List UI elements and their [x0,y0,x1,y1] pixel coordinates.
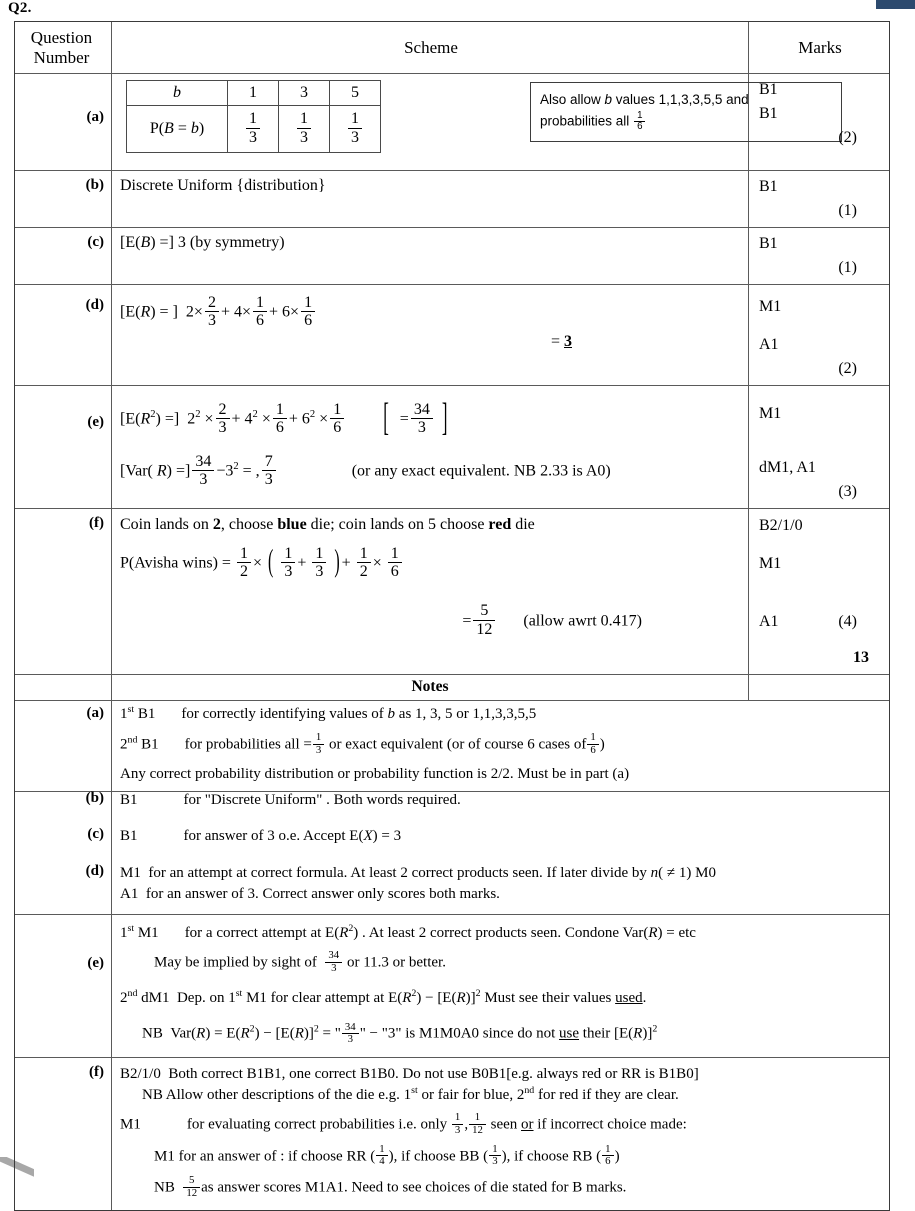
dist-prob-label: P(B = b) [127,106,228,153]
scheme-row-c [15,228,889,285]
callout-line-1: Also allow b values 1,1,3,3,5,5 and [540,92,749,108]
part-label-b: (b) [85,177,104,194]
marks-cell-c [749,228,889,284]
header-scheme: Scheme [112,22,749,73]
marks-cell-b [749,171,889,227]
scan-artifact-corner [876,0,915,9]
header-qn-line2: Number [33,47,90,67]
note-a-line3: Any correct probability distribution or probability function is 2/2. Must be in part (a) [120,766,630,783]
part-label-c: (c) [87,234,104,251]
header-question-number [15,22,112,73]
part-label-a: (a) [86,109,104,126]
table-row [127,81,381,106]
mark-d-1: M1 [759,298,782,316]
scheme-result-d: = 3 [550,332,572,350]
note-e-line4: NB $Var(R) = E(R^2) - [E(R)]^2$ = " $\frac{34}{3}$ " − "3" is M1M0A0 since do not use their $[E(R)]^2$ [142,1020,658,1046]
mark-e-2: dM1, A1 [759,459,816,477]
notes-body-d [112,857,889,914]
total-marks: 13 [853,649,869,667]
mark-count-e: (3) [838,483,857,501]
notes-header-qn [15,675,112,700]
distribution-table [126,80,381,153]
notes-row-e [15,915,889,1058]
scheme-cell-f [112,509,749,674]
part-label-f: (f) [89,515,104,532]
dist-prob-2: $\frac{1}{3}$ [279,106,330,153]
note-f-line2: NB Allow other descriptions of the die e.g. 1st or fair for blue, 2nd for red if they are clear. [142,1085,679,1104]
scheme-answer-f: = $\frac{5}{12}$ (allow awrt 0.417) [462,602,642,638]
dist-var-label: b [127,81,228,106]
note-a-line2: 2nd B1 for probabilities all = $\frac{1}{3}$ or exact equivalent (or of course 6 cases of $\frac{1}{6}$ ) [120,730,605,756]
mark-f-2: M1 [759,555,782,573]
scheme-row-b [15,171,889,228]
notes-body-f [112,1058,889,1211]
table-row [127,106,381,153]
notes-body-c [112,820,889,857]
scheme-cell-e [112,386,749,508]
scheme-text-c: [E(B) =] 3 (by symmetry) [120,234,285,252]
marks-cell-d [749,285,889,385]
mark-a-2: B1 [759,105,778,123]
dist-value-2: 3 [279,81,330,106]
header-marks: Marks [798,37,842,57]
part-label-cell-b [15,171,112,227]
notes-header-row [15,675,889,701]
notes-part-label-c: (c) [87,825,104,842]
scheme-expression-d: [E(R) = ] 2× $\frac{2}{3}$ + 4× $\frac{1}{6}$ + 6× $\frac{1}{6}$ [120,295,742,331]
mark-e-1: M1 [759,405,782,423]
table-header-row [15,22,889,74]
notes-row-d [15,857,889,915]
note-e-line3: 2nd dM1 Dep. on 1st M1 for clear attempt at $E(R^2) - [E(R)]^2$ Must see their values used. [120,988,647,1007]
mark-d-2: A1 [759,336,779,354]
mark-count-b: (1) [838,202,857,220]
note-f-line1: B2/1/0 Both correct B1B1, one correct B1B0. Do not use B0B1[e.g. always red or RR is B1B0] [120,1065,699,1082]
scheme-text-f1: Coin lands on 2, choose blue die; coin lands on 5 choose red die [120,516,535,534]
question-label: Q2. [8,0,32,16]
paren-open: ( [267,545,274,580]
part-label-cell-a [15,74,112,170]
note-f-line4: M1 for an answer of : if choose RR ( $\frac{1}{4}$ ), if choose BB ( $\frac{1}{3}$ ), if choose RB ( $\frac{1}{6}$ ) [154,1142,620,1168]
notes-body-e [112,915,889,1057]
mark-count-a: (2) [838,129,857,147]
part-label-e: (e) [87,414,104,431]
scheme-expression-e1: [$E(R^2)$ =] $2^2$ × $\frac{2}{3}$ + $4^2$ × $\frac{1}{6}$ + $6^2$ × $\frac{1}{6}$ [ = $\frac{34}{3}$ ] [120,402,742,438]
mark-scheme-table [14,21,890,1210]
notes-part-cell-c [15,820,112,857]
notes-body-a [112,701,889,791]
bracket-open: [ [383,395,389,439]
part-label-cell-d [15,285,112,385]
dist-value-1: 1 [228,81,279,106]
notes-row-c [15,820,889,857]
dist-prob-3: $\frac{1}{3}$ [330,106,381,153]
mark-count-f: (4) [838,613,857,631]
bracket-close: ] [441,395,448,439]
note-f-line5: NB $\frac{5}{12}$ as answer scores M1A1. Need to see choices of die stated for B marks. [154,1174,627,1199]
mark-f-1: B2/1/0 [759,517,803,535]
part-label-d: (d) [85,297,104,314]
scheme-text-b: Discrete Uniform {distribution} [120,177,326,195]
scheme-row-e [15,386,889,509]
dist-value-3: 5 [330,81,381,106]
scheme-row-d [15,285,889,386]
note-c-line1: B1 for answer of 3 o.e. Accept E(X) = 3 [120,827,402,844]
paren-close: ) [334,545,340,580]
mark-a-1: B1 [759,81,778,99]
notes-row-f [15,1058,889,1211]
notes-row-b [15,790,889,819]
scheme-note-e: (or any exact equivalent. NB 2.33 is A0) [351,462,611,480]
part-label-cell-e [15,386,112,508]
mark-count-d: (2) [838,360,857,378]
scheme-expression-f: P(Avisha wins) = $\frac{1}{2}$ × ( $\frac{1}{3}$ + $\frac{1}{3}$ ) + $\frac{1}{2}$ × $\frac{1}{6}$ [120,546,742,582]
scheme-row-f [15,509,889,675]
marks-cell-a [749,74,889,170]
note-b-line1: B1 for "Discrete Uniform" . Both words required. [120,792,461,809]
scheme-expression-e2: [Var( R) =] $\frac{34}{3}$ $-3^2$ = , $\frac{7}{3}$ (or any exact equivalent. NB 2.33 is A0) [120,452,611,488]
notes-header-label: Notes [112,675,749,700]
notes-part-label-f: (f) [89,1063,104,1080]
scheme-cell-a [112,74,749,170]
part-label-cell-f [15,509,112,674]
notes-part-cell-e [15,915,112,1057]
scheme-answer-note-f: (allow awrt 0.417) [523,612,642,629]
note-e-line2: May be implied by sight of $\frac{34}{3}$ or 11.3 or better. [154,948,446,974]
callout-line-2: probabilities all $\frac{1}{6}$ [540,111,832,133]
note-f-line3: M1 for evaluating correct probabilities i.e. only $\frac{1}{3}$ , $\frac{1}{12}$ seen or if incorrect choice made: [120,1111,687,1137]
mark-count-c: (1) [838,259,857,277]
notes-part-cell-d [15,857,112,914]
mark-c-1: B1 [759,235,778,253]
mark-b-1: B1 [759,178,778,196]
notes-part-cell-a [15,701,112,791]
scheme-cell-b [112,171,749,227]
header-qn-line1: Question [30,28,93,47]
marks-cell-f [749,509,889,674]
part-label-cell-c [15,228,112,284]
mark-f-3: A1 (4) [759,610,881,634]
notes-part-label-a: (a) [86,705,104,722]
marks-cell-e [749,386,889,508]
scheme-row-a [15,74,889,171]
note-d-line2: A1 for an answer of 3. Correct answer only scores both marks. [120,886,500,903]
note-a-line1: 1st B1 for correctly identifying values of b as 1, 3, 5 or 1,1,3,3,5,5 [120,704,537,723]
callout-fraction: $\frac{1}{6}$ [634,111,645,133]
note-d-line1: M1 for an attempt at correct formula. At least 2 correct products seen. If later divide by n( ≠ 1) M0 [120,864,716,881]
dist-prob-1: $\frac{1}{3}$ [228,106,279,153]
notes-part-cell-f [15,1058,112,1211]
notes-body-b [112,790,889,819]
scheme-cell-c [112,228,749,284]
notes-row-a [15,701,889,792]
notes-part-label-e: (e) [87,954,104,971]
notes-part-label-d: (d) [85,862,104,879]
notes-part-cell-b [15,790,112,819]
distribution-table-wrap [120,78,749,152]
scheme-cell-d [112,285,749,385]
notes-part-label-b: (b) [85,790,104,807]
notes-header-marks [749,675,889,700]
note-e-line1: 1st M1 for a correct attempt at $E(R^2)$ . At least 2 correct products seen. Condone Var(R) = etc [120,922,696,941]
